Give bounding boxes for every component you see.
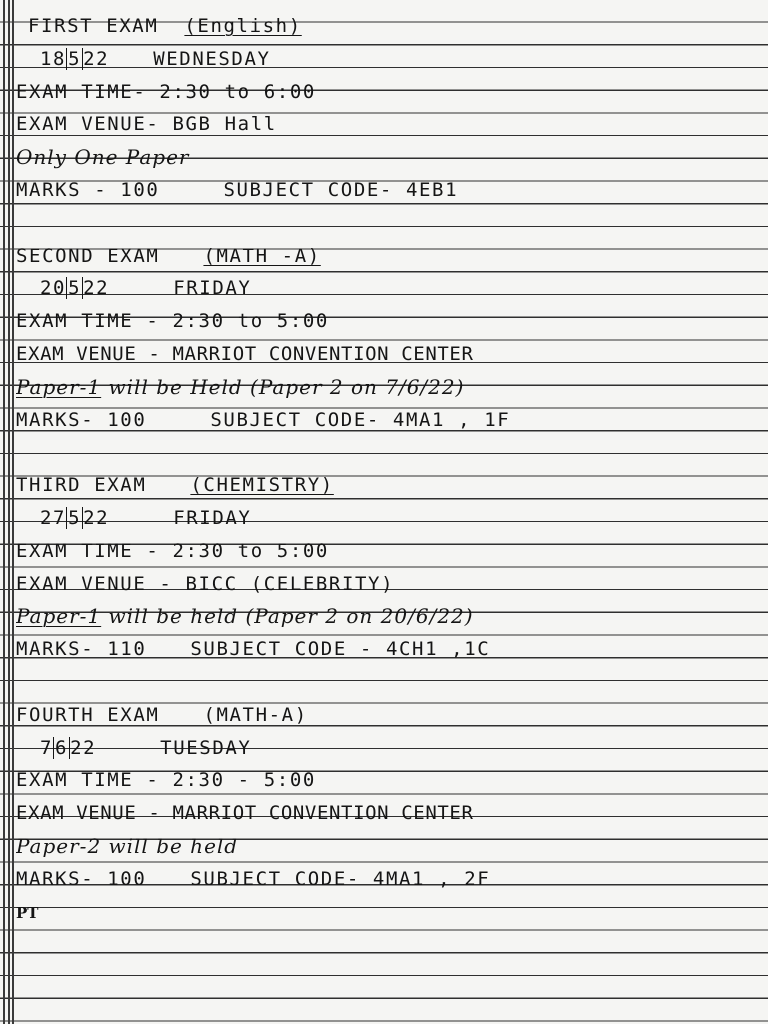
- exam-subject: (CHEMISTRY): [190, 474, 334, 497]
- exam-venue: EXAM VENUE- BGB Hall: [16, 113, 277, 136]
- exam-note-underlined: Paper-1: [16, 374, 102, 399]
- exam-date-month: 5: [68, 47, 82, 70]
- exam-date-line: [16, 43, 760, 76]
- exam-marks: MARKS - 100: [16, 178, 160, 201]
- trailing-scribble: PT: [16, 903, 39, 922]
- exam-subject-code: SUBJECT CODE- 4MA1 , 1F: [210, 408, 511, 431]
- exam-note: [16, 371, 760, 404]
- exam-note: [16, 830, 760, 863]
- exam-date-year: 22: [83, 47, 110, 70]
- exam-subject-code: SUBJECT CODE- 4EB1: [223, 178, 459, 201]
- trailing-scribble-line: [16, 896, 760, 929]
- exam-note: [16, 600, 760, 633]
- exam-date-line: [16, 732, 760, 765]
- exam-marks: MARKS- 100: [16, 867, 147, 890]
- exam-time: EXAM TIME - 2:30 to 5:00: [16, 539, 329, 562]
- exam-date-line: [16, 272, 760, 305]
- exam-weekday: FRIDAY: [173, 506, 252, 529]
- exam-heading-line: [16, 240, 760, 273]
- margin-rule: [8, 0, 10, 1024]
- exam-weekday: WEDNESDAY: [153, 47, 271, 70]
- margin-rule: [3, 0, 5, 1024]
- exam-date-month: 5: [68, 277, 82, 300]
- exam-heading-line: [16, 469, 760, 502]
- exam-heading: THIRD EXAM: [16, 474, 147, 497]
- exam-note: [16, 141, 760, 174]
- exam-marks-line: [16, 174, 760, 207]
- exam-entry-fourth: [16, 699, 760, 896]
- exam-entry-first: [16, 10, 760, 207]
- exam-note-text: will be Held (Paper 2 on 7/6/22): [101, 374, 465, 399]
- exam-date-day: 20: [40, 277, 67, 300]
- exam-heading: FIRST EXAM: [28, 15, 159, 37]
- exam-note-underlined: Paper-1: [16, 604, 102, 629]
- exam-date-year: 22: [83, 277, 110, 300]
- exam-subject: (MATH -A): [203, 244, 321, 267]
- exam-date-day: 27: [40, 506, 67, 529]
- exam-entry-third: [16, 469, 760, 666]
- exam-note-text: Only One Paper: [16, 145, 190, 170]
- exam-date-month: 5: [68, 506, 82, 529]
- exam-marks-line: [16, 404, 760, 437]
- exam-venue: EXAM VENUE - MARRIOT CONVENTION CENTER: [16, 802, 474, 825]
- exam-heading-line: [16, 699, 760, 732]
- exam-subject: (English): [184, 15, 302, 37]
- blank-line: [16, 666, 760, 699]
- exam-marks-line: [16, 633, 760, 666]
- blank-line: [16, 436, 760, 469]
- exam-date-year: 22: [70, 736, 97, 759]
- exam-schedule-notes: [16, 10, 760, 928]
- exam-marks-line: [16, 863, 760, 896]
- exam-subject-code: SUBJECT CODE- 4MA1 , 2F: [190, 867, 491, 890]
- exam-subject: (MATH-A): [203, 703, 308, 726]
- exam-time: EXAM TIME- 2:30 to 6:00: [16, 80, 316, 103]
- exam-date-day: 18: [40, 47, 67, 70]
- exam-venue: EXAM VENUE - MARRIOT CONVENTION CENTER: [16, 342, 474, 365]
- exam-marks: MARKS- 110: [16, 638, 147, 661]
- exam-weekday: TUESDAY: [160, 736, 252, 759]
- margin-rule: [12, 0, 14, 1024]
- exam-weekday: FRIDAY: [173, 277, 252, 300]
- exam-note-text: will be held (Paper 2 on 20/6/22): [101, 604, 474, 629]
- exam-marks: MARKS- 100: [16, 408, 147, 431]
- exam-date-month: 6: [55, 736, 69, 759]
- exam-date-line: [16, 502, 760, 535]
- exam-heading: FOURTH EXAM: [16, 703, 160, 726]
- exam-entry-second: [16, 240, 760, 437]
- exam-time: EXAM TIME - 2:30 to 5:00: [16, 310, 329, 333]
- exam-venue: EXAM VENUE - BICC (CELEBRITY): [16, 572, 395, 595]
- blank-line: [16, 207, 760, 240]
- exam-note-text: Paper-2 will be held: [16, 833, 239, 858]
- exam-heading: SECOND EXAM: [16, 244, 160, 267]
- exam-time: EXAM TIME - 2:30 - 5:00: [16, 769, 316, 792]
- exam-date-year: 22: [83, 506, 110, 529]
- exam-subject-code: SUBJECT CODE - 4CH1 ,1C: [190, 638, 491, 661]
- exam-heading-line: [16, 10, 760, 43]
- exam-date-day: 7: [40, 736, 54, 759]
